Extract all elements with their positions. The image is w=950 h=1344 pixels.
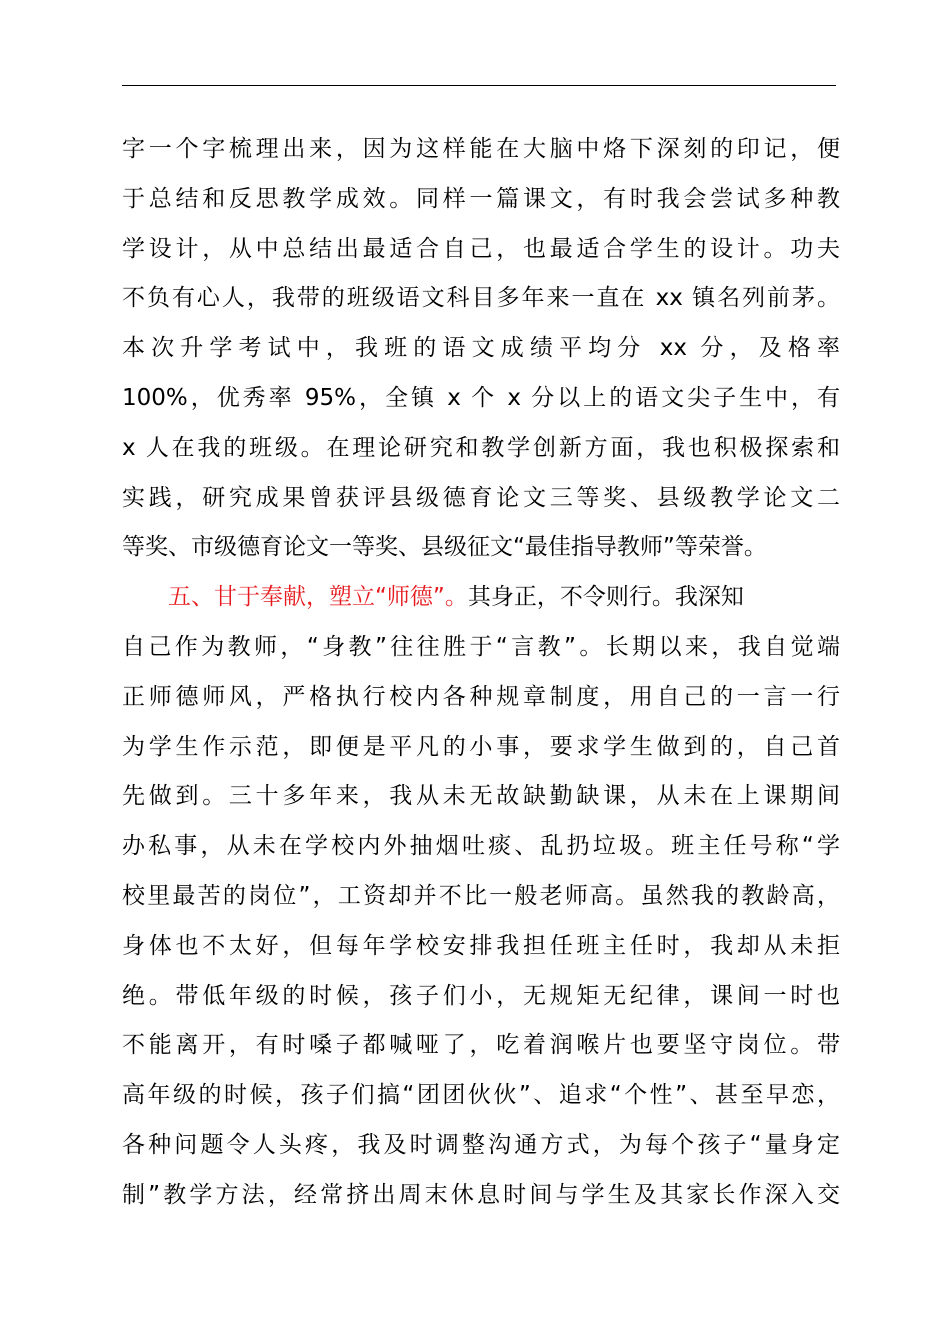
text-line: 学设计，从中总结出最适合自己，也最适合学生的设计。功夫 [122, 235, 840, 262]
text-line: 于总结和反思教学成效。同样一篇课文，有时我会尝试多种教 [122, 185, 840, 212]
text-line: 为学生作示范，即便是平凡的小事，要求学生做到的，自己首 [122, 733, 840, 760]
document-body [122, 125, 840, 1221]
text-line: 不能离开，有时嗓子都喊哑了，吃着润喉片也要坚守岗位。带 [122, 1032, 840, 1059]
text-line: 高年级的时候，孩子们搞“团团伙伙”、追求“个性”、甚至早恋， [122, 1082, 840, 1109]
text-line: 100%，优秀率 95%，全镇 x 个 x 分以上的语文尖子生中，有 [122, 384, 840, 411]
text-line: 等奖、市级德育论文一等奖、县级征文“最佳指导教师”等荣誉。 [122, 534, 767, 561]
text-line: 正师德师风，严格执行校内各种规章制度，用自己的一言一行 [122, 683, 840, 710]
text-line: 绝。带低年级的时候，孩子们小，无规矩无纪律，课间一时也 [122, 982, 840, 1009]
paragraph-teacher-ethics [122, 573, 840, 1220]
section-heading: 五、甘于奉献，塑立“师德”。 [168, 584, 468, 611]
text-line: 不负有心人，我带的班级语文科目多年来一直在 xx 镇名列前茅。 [122, 285, 840, 312]
text-line: 校里最苦的岗位”，工资却并不比一般老师高。虽然我的教龄高， [122, 882, 840, 909]
text-line: 字一个字梳理出来，因为这样能在大脑中烙下深刻的印记，便 [122, 136, 840, 162]
text-line: 先做到。三十多年来，我从未无故缺勤缺课，从未在上课期间 [122, 783, 840, 810]
text-line: 本次升学考试中，我班的语文成绩平均分 xx 分，及格率 [122, 335, 840, 362]
text-line: 制”教学方法，经常挤出周末休息时间与学生及其家长作深入交 [122, 1181, 840, 1208]
text-line: 各种问题令人头疼，我及时调整沟通方式，为每个孩子“量身定 [122, 1131, 840, 1158]
text-line: 办私事，从未在学校内外抽烟吐痰、乱扔垃圾。班主任号称“学 [122, 833, 840, 860]
text-line: 自己作为教师，“身教”往往胜于“言教”。长期以来，我自觉端 [122, 633, 840, 660]
heading-line-text: 其身正，不令则行。我深知 [467, 584, 744, 611]
text-line-with-heading [122, 573, 840, 623]
paragraph-teaching-results [122, 125, 840, 573]
text-line: x 人在我的班级。在理论研究和教学创新方面，我也积极探索和 [122, 434, 840, 461]
text-line: 实践，研究成果曾获评县级德育论文三等奖、县级教学论文二 [122, 484, 840, 511]
text-line: 身体也不太好，但每年学校安排我担任班主任时，我却从未拒 [122, 932, 840, 959]
header-rule [122, 85, 836, 86]
